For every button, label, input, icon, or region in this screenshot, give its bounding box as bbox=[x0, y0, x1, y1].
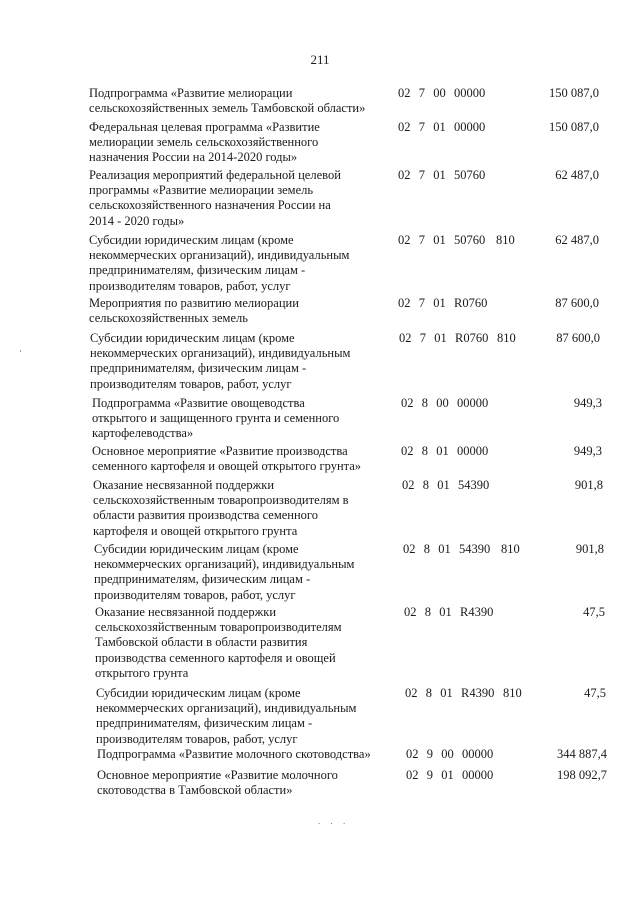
row-description: Оказание несвязанной поддержки сельскохозяйственным товаропроизводителям в области развития производства семенного картофеля и овощей открытого грунта bbox=[93, 478, 349, 538]
row-amount: 87 600,0 bbox=[556, 331, 600, 345]
page-number: 211 bbox=[310, 52, 330, 67]
row-code: 02 8 01 R4390 bbox=[405, 686, 495, 700]
row-description: Оказание несвязанной поддержки сельскохозяйственным товаропроизводителям Тамбовской области в области развития производства семенного картофеля и овощей открытого грунта bbox=[95, 605, 342, 680]
scan-specks: . . . bbox=[318, 816, 350, 826]
row-amount: 62 487,0 bbox=[555, 233, 599, 247]
row-code: 02 8 00 00000 bbox=[401, 396, 489, 410]
row-code: 02 9 00 00000 bbox=[406, 747, 494, 761]
row-amount: 344 887,4 bbox=[557, 747, 607, 761]
row-code: 02 7 01 00000 bbox=[398, 120, 486, 134]
row-amount: 949,3 bbox=[573, 444, 602, 458]
row-description: Реализация мероприятий федеральной целевой программы «Развитие мелиорации земель сельскохозяйственного назначения России на 2014 - 2020 годы» bbox=[89, 168, 341, 228]
row-amount: 62 487,0 bbox=[555, 168, 599, 182]
row-code: 02 9 01 00000 bbox=[406, 768, 494, 782]
row-description: Мероприятия по развитию мелиорации сельскохозяйственных земель bbox=[89, 296, 299, 326]
row-code: 02 8 01 00000 bbox=[401, 444, 489, 458]
row-amount: 198 092,7 bbox=[557, 768, 607, 782]
row-amount: 47,5 bbox=[584, 686, 606, 700]
row-amount: 150 087,0 bbox=[549, 86, 599, 100]
row-description: Субсидии юридическим лицам (кроме некоммерческих организаций), индивидуальным предпринимателям, физическим лицам - производителям товаров, работ, услуг bbox=[90, 331, 351, 391]
row-amount: 87 600,0 bbox=[555, 296, 599, 310]
row-description: Субсидии юридическим лицам (кроме некоммерческих организаций), индивидуальным предпринимателям, физическим лицам - производителям товаров, работ, услуг bbox=[96, 686, 357, 746]
row-code: 02 7 00 00000 bbox=[398, 86, 486, 100]
row-amount: 901,8 bbox=[575, 542, 604, 556]
row-amount: 47,5 bbox=[583, 605, 605, 619]
row-code: 02 7 01 R0760 bbox=[399, 331, 489, 345]
row-code: 02 7 01 50760 bbox=[398, 168, 486, 182]
row-expense-type: 810 bbox=[497, 331, 516, 345]
row-amount: 901,8 bbox=[574, 478, 603, 492]
row-description: Субсидии юридическим лицам (кроме некоммерческих организаций), индивидуальным предпринимателям, физическим лицам - производителям товаров, работ, услуг bbox=[89, 233, 350, 293]
row-expense-type: 810 bbox=[496, 233, 515, 247]
row-amount: 949,3 bbox=[573, 396, 602, 410]
row-amount: 150 087,0 bbox=[549, 120, 599, 134]
row-description: Субсидии юридическим лицам (кроме некоммерческих организаций), индивидуальным предпринимателям, физическим лицам - производителям товаров, работ, услуг bbox=[94, 542, 355, 602]
row-description: Основное мероприятие «Развитие производства семенного картофеля и овощей открытого грунта» bbox=[92, 444, 362, 474]
row-expense-type: 810 bbox=[501, 542, 520, 556]
row-code: 02 8 01 54390 bbox=[403, 542, 491, 556]
row-expense-type: 810 bbox=[503, 686, 522, 700]
row-description: Подпрограмма «Развитие мелиорации сельскохозяйственных земель Тамбовской области» bbox=[89, 86, 366, 116]
scan-mark bbox=[20, 350, 21, 352]
row-description: Федеральная целевая программа «Развитие мелиорации земель сельскохозяйственного назначения России на 2014-2020 годы» bbox=[89, 120, 320, 165]
row-code: 02 8 01 54390 bbox=[402, 478, 490, 492]
row-code: 02 8 01 R4390 bbox=[404, 605, 494, 619]
row-description: Подпрограмма «Развитие молочного скотоводства» bbox=[97, 747, 371, 761]
row-code: 02 7 01 R0760 bbox=[398, 296, 488, 310]
row-description: Основное мероприятие «Развитие молочного скотоводства в Тамбовской области» bbox=[97, 768, 338, 798]
row-code: 02 7 01 50760 bbox=[398, 233, 486, 247]
row-description: Подпрограмма «Развитие овощеводства открытого и защищенного грунта и семенного картофелеводства» bbox=[92, 396, 340, 441]
